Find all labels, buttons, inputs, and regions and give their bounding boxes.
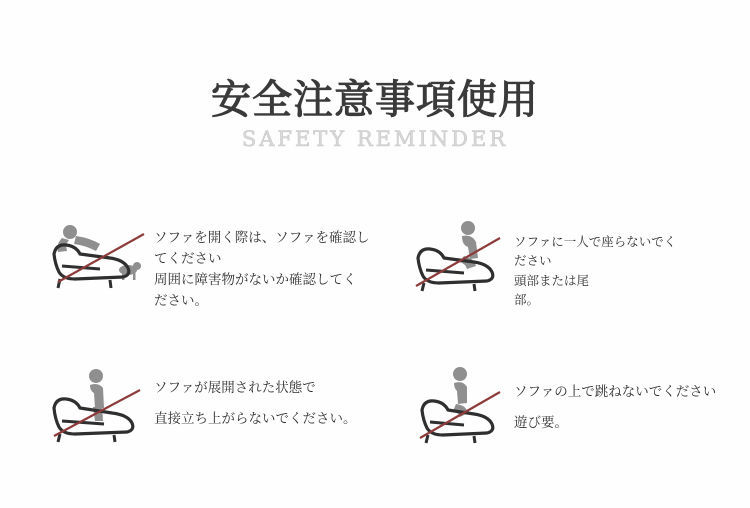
notice-text [154, 214, 378, 312]
notice-line: ソファに一人で座らないでく [514, 234, 677, 249]
notice-text [514, 364, 716, 434]
notice-line: ソファが展開された状態で [154, 380, 316, 396]
notice-line: ださい。 [154, 292, 208, 309]
header [0, 78, 750, 151]
sofa-stand-on-unfolded-prohibited-icon [48, 364, 154, 444]
notice-text [514, 214, 676, 310]
page-title: 安全注意事項使用 [211, 77, 539, 123]
sofa-open-clearance-prohibited-icon [48, 214, 154, 294]
notice-line: ださい [514, 253, 552, 269]
notice-item [408, 214, 728, 310]
notice-line: 頭部または尾 [514, 272, 590, 288]
notice-line: 周囲に障害物がないか確認してく [154, 271, 357, 288]
notice-text [154, 364, 357, 430]
sofa-jump-prohibited-icon [408, 364, 514, 444]
notice-line: 部。 [514, 292, 540, 308]
notice-item [408, 364, 728, 444]
spacer [514, 403, 716, 413]
notice-line: 直接立ち上がらないでください。 [154, 410, 357, 427]
notice-item [48, 214, 378, 312]
spacer [154, 399, 357, 409]
notice-item [48, 364, 378, 444]
notice-grid [0, 206, 750, 476]
sofa-single-person-sit-prohibited-icon [408, 214, 514, 294]
notice-line: 遊び要。 [514, 414, 568, 431]
page-subtitle: SAFETY REMINDER [241, 127, 509, 151]
notice-line: ソファを開く際は、ソファを確認してください [154, 230, 370, 267]
notice-line: ソファの上で跳ねないでください [514, 384, 717, 400]
